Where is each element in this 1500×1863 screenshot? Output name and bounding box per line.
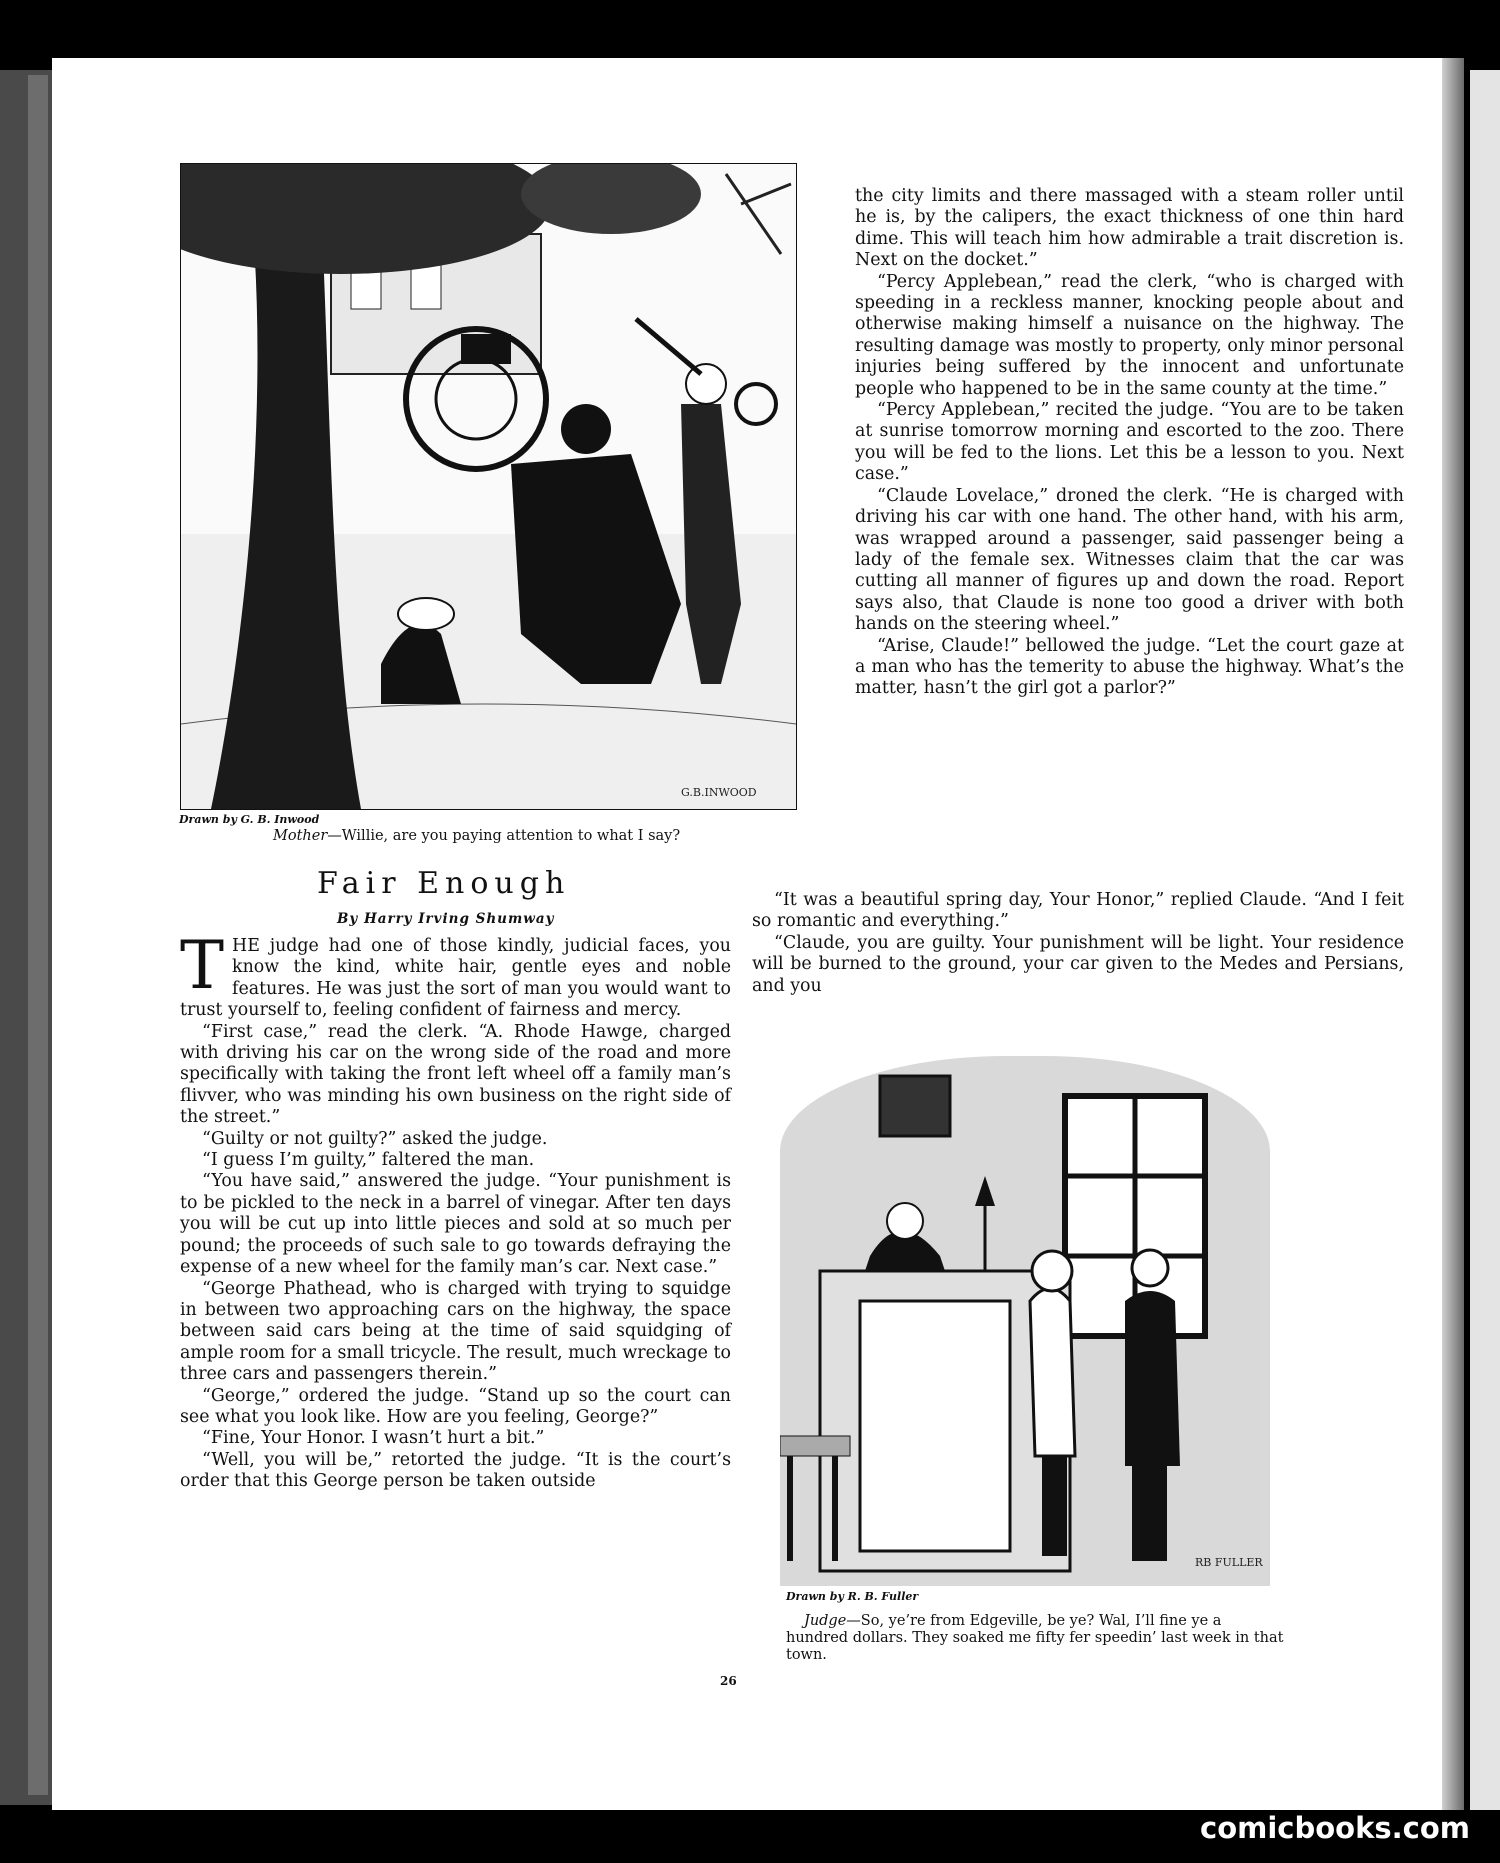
paragraph: “Guilty or not guilty?” asked the judge. bbox=[202, 1128, 548, 1149]
paragraph: “You have said,” answered the judge. “Your punishment is to be pickled to the neck in a barrel of vinegar. After ten days you will be cut up into little pieces and sold at so much per pound; the proceeds of such sale to go towards defraying the expense of a new wheel for the family man’s car. Next case.” bbox=[180, 1171, 731, 1278]
paragraph: THE judge had one of those kindly, judicial faces, you know the kind, white hair, gentle eyes and noble features. He was just the sort of man you would want to trust yourself to, feeling confident of fairness and mercy. bbox=[180, 927, 731, 1021]
magazine-page bbox=[52, 58, 1464, 1810]
paragraph: “Claude Lovelace,” droned the clerk. “He is charged with driving his car with one hand. The other hand, with his arm, was wrapped around a passenger, said passenger being a lady of the female sex. Witnesses claim that the car was cutting all manner of figures up and down the road. Report says also, that Claude is none too good a driver with both hands on the steering wheel.” bbox=[855, 485, 1404, 635]
paragraph: “Percy Applebean,” read the clerk, “who is charged with speeding in a reckless manner, knocking people about and otherwise making himself a nuisance on the highway. The resulting damage was mostly to property, only minor personal injuries being suffered by the innocent and unfortunate people who happened to be in the same county at the time.” bbox=[855, 271, 1404, 399]
page-gutter-shadow bbox=[1442, 58, 1464, 1810]
left-column bbox=[180, 927, 731, 1493]
right-column bbox=[855, 186, 1404, 700]
paragraph: the city limits and there massaged with a steam roller until he is, by the calipers, the exact thickness of one thin hard dime. This will teach him how admirable a trait discretion is. Next on the docket.” bbox=[855, 186, 1404, 271]
paragraph: “Arise, Claude!” bellowed the judge. “Let the court gaze at a man who has the temerity to abuse the highway. What’s the matter, hasn’t the girl got a parlor?” bbox=[855, 635, 1404, 699]
paragraph: “It was a beautiful spring day, Your Honor,” replied Claude. “And I feit so romantic and everything.” bbox=[752, 890, 1404, 932]
illustration-credit: Drawn by R. B. Fuller bbox=[786, 1590, 919, 1603]
paragraph: “Fine, Your Honor. I wasn’t hurt a bit.” bbox=[202, 1428, 545, 1449]
paragraph: “I guess I’m guilty,” faltered the man. bbox=[202, 1150, 535, 1171]
site-watermark: comicbooks.com bbox=[1200, 1811, 1470, 1845]
caption-speaker: Mother bbox=[273, 828, 328, 844]
facing-page-edge bbox=[1470, 70, 1500, 1810]
band-illustration bbox=[180, 163, 797, 810]
courtroom-drawing bbox=[780, 1056, 1270, 1586]
paragraph: “Well, you will be,” retorted the judge. “It is the court’s order that this George person be taken outside bbox=[180, 1449, 731, 1492]
dropcap: T bbox=[180, 927, 225, 1004]
courtroom-illustration bbox=[780, 1056, 1270, 1586]
paragraph: “Claude, you are guilty. Your punishment will be light. Your residence will be burned to the ground, your car given to the Medes and Persians, and you bbox=[752, 932, 1404, 996]
svg-text:G.B.INWOOD: G.B.INWOOD bbox=[681, 786, 757, 799]
illustration-caption bbox=[786, 1613, 1286, 1664]
paragraph: “Percy Applebean,” recited the judge. “You are to be taken at sunrise tomorrow morning and escorted to the zoo. There you will be fed to the lions. Let this be a lesson to you. Next case.” bbox=[855, 400, 1404, 485]
paragraph: “George,” ordered the judge. “Stand up so the court can see what you look like. How are you feeling, George?” bbox=[180, 1385, 731, 1427]
illustration-caption bbox=[273, 828, 680, 845]
article-byline: By Harry Irving Shumway bbox=[337, 911, 555, 927]
paragraph: “George Phathead, who is charged with trying to squidge in between two approaching cars on the highway, the space between said cars being at the time of said squidging of ample room for a small tricycle. The result, much wreckage to three cars and passengers therein.” bbox=[180, 1278, 731, 1385]
page-number: 26 bbox=[720, 1674, 737, 1688]
illustration-credit: Drawn by G. B. Inwood bbox=[179, 813, 320, 826]
paragraph: “First case,” read the clerk. “A. Rhode Hawge, charged with driving his car on the wrong side of the road and more specifically with taking the front left wheel off a family man’s flivver, who was minding his own business on the right side of the street.” bbox=[180, 1021, 731, 1128]
page-stack-edge bbox=[28, 75, 48, 1795]
caption-speaker: Judge bbox=[804, 1613, 847, 1629]
svg-text:RB FULLER: RB FULLER bbox=[1195, 1556, 1263, 1569]
caption-text: —Willie, are you paying attention to what I say? bbox=[327, 828, 681, 844]
wide-column bbox=[752, 890, 1404, 997]
caption-text: —So, ye’re from Edgeville, be ye? Wal, I’ll fine ye a hundred dollars. They soaked me fifty fer speedin’ last week in that town. bbox=[786, 1613, 1284, 1663]
band-drawing bbox=[181, 164, 796, 809]
article-title: Fair Enough bbox=[317, 866, 571, 901]
